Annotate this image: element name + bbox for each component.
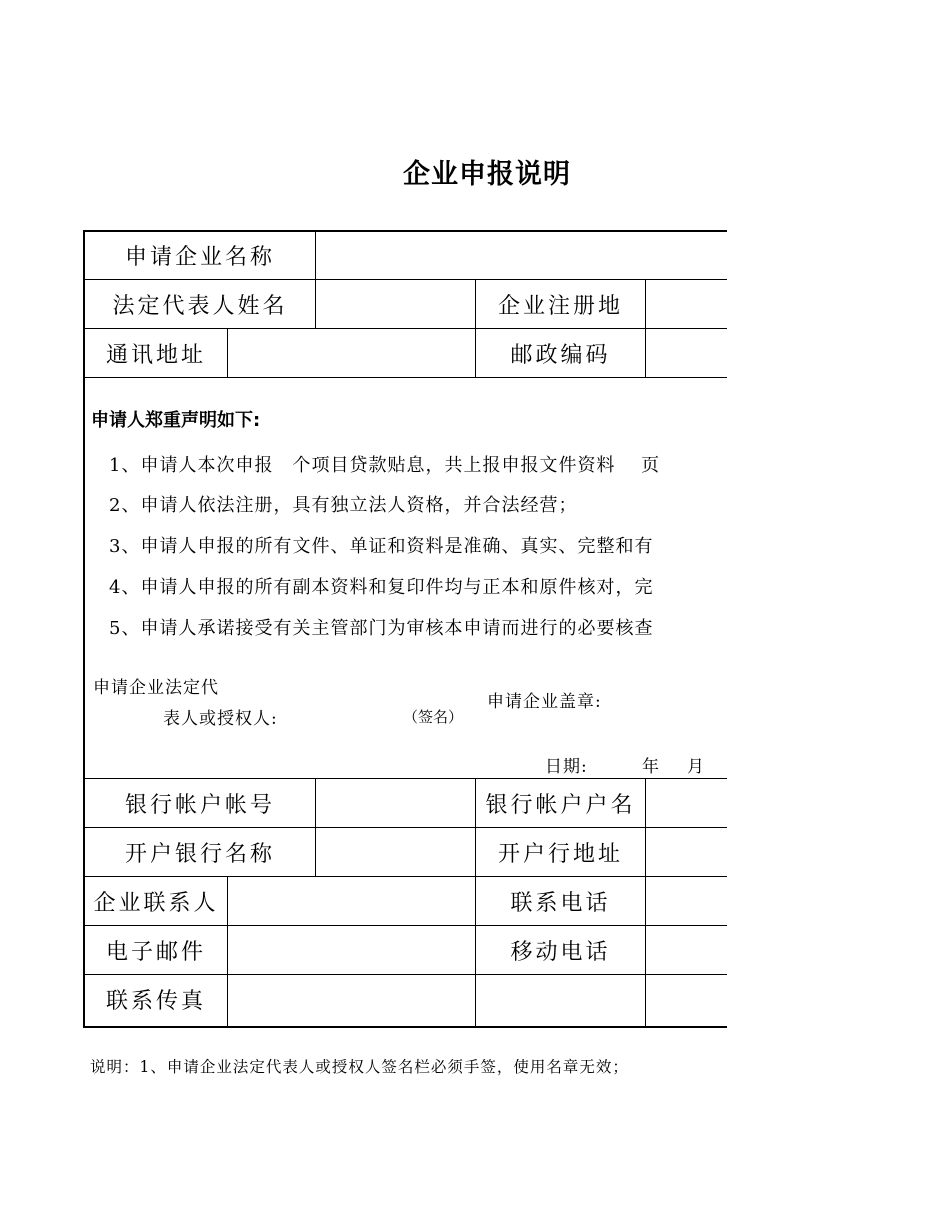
mobile-label: 移动电话 — [510, 939, 611, 965]
reg-place-label: 企业注册地 — [497, 293, 623, 319]
declaration-item: 3、申请人申报的所有文件、单证和资料是准确、真实、完整和有 — [109, 536, 654, 557]
date-month: 月 — [687, 757, 705, 777]
sign-hint: （签名） — [403, 708, 464, 726]
contact-person-input[interactable] — [228, 877, 475, 925]
page-title: 企业申报说明 — [403, 159, 571, 190]
company-name-input[interactable] — [316, 232, 727, 279]
fax-label: 联系传真 — [105, 989, 206, 1014]
signatory-label-line1: 申请企业法定代 — [93, 678, 219, 698]
contact-phone-input[interactable] — [646, 877, 727, 925]
email-input[interactable] — [228, 926, 475, 974]
contact-person-label: 企业联系人 — [93, 890, 219, 916]
address-input[interactable] — [228, 329, 475, 377]
seal-label: 申请企业盖章: — [487, 692, 602, 712]
application-form — [83, 230, 727, 1028]
row-divider — [85, 377, 727, 378]
address-label: 通讯地址 — [105, 342, 206, 368]
bank-name-label: 开户银行名称 — [124, 841, 275, 867]
declaration-item: 2、申请人依法注册，具有独立法人资格，并合法经营； — [109, 495, 578, 516]
footnote: 说明：1、申请企业法定代表人或授权人签名栏必须手签，使用名章无效； — [90, 1058, 629, 1076]
declaration-item: 4、申请人申报的所有副本资料和复印件均与正本和原件核对，完 — [109, 577, 654, 598]
mobile-input[interactable] — [646, 926, 727, 974]
signatory-label-line2: 表人或授权人: — [163, 709, 278, 729]
reg-place-input[interactable] — [646, 280, 727, 328]
bank-address-label: 开户行地址 — [497, 841, 623, 867]
company-name-label: 申请企业名称 — [124, 245, 275, 270]
account-name-label: 银行帐户户名 — [485, 792, 636, 818]
declaration-item: 5、申请人承诺接受有关主管部门为审核本申请而进行的必要核查 — [109, 618, 654, 639]
fax-input[interactable] — [228, 975, 475, 1024]
account-no-label: 银行帐户帐号 — [124, 792, 275, 818]
postcode-label: 邮政编码 — [510, 342, 611, 368]
blank-cell[interactable] — [646, 975, 727, 1024]
declaration-heading: 申请人郑重声明如下: — [91, 410, 261, 431]
date-year: 年 — [642, 757, 660, 777]
contact-phone-label: 联系电话 — [510, 890, 611, 916]
account-no-input[interactable] — [316, 779, 475, 827]
email-label: 电子邮件 — [105, 939, 206, 965]
legal-rep-input[interactable] — [316, 280, 475, 328]
bank-name-input[interactable] — [316, 828, 475, 876]
blank-cell[interactable] — [476, 975, 645, 1024]
declaration-item: 1、申请人本次申报 个项目贷款贴息，共上报申报文件资料 页 — [109, 455, 661, 476]
account-name-input[interactable] — [646, 779, 727, 827]
legal-rep-label: 法定代表人姓名 — [112, 293, 288, 319]
bank-address-input[interactable] — [646, 828, 727, 876]
postcode-input[interactable] — [646, 329, 727, 377]
date-label: 日期: — [545, 757, 588, 777]
